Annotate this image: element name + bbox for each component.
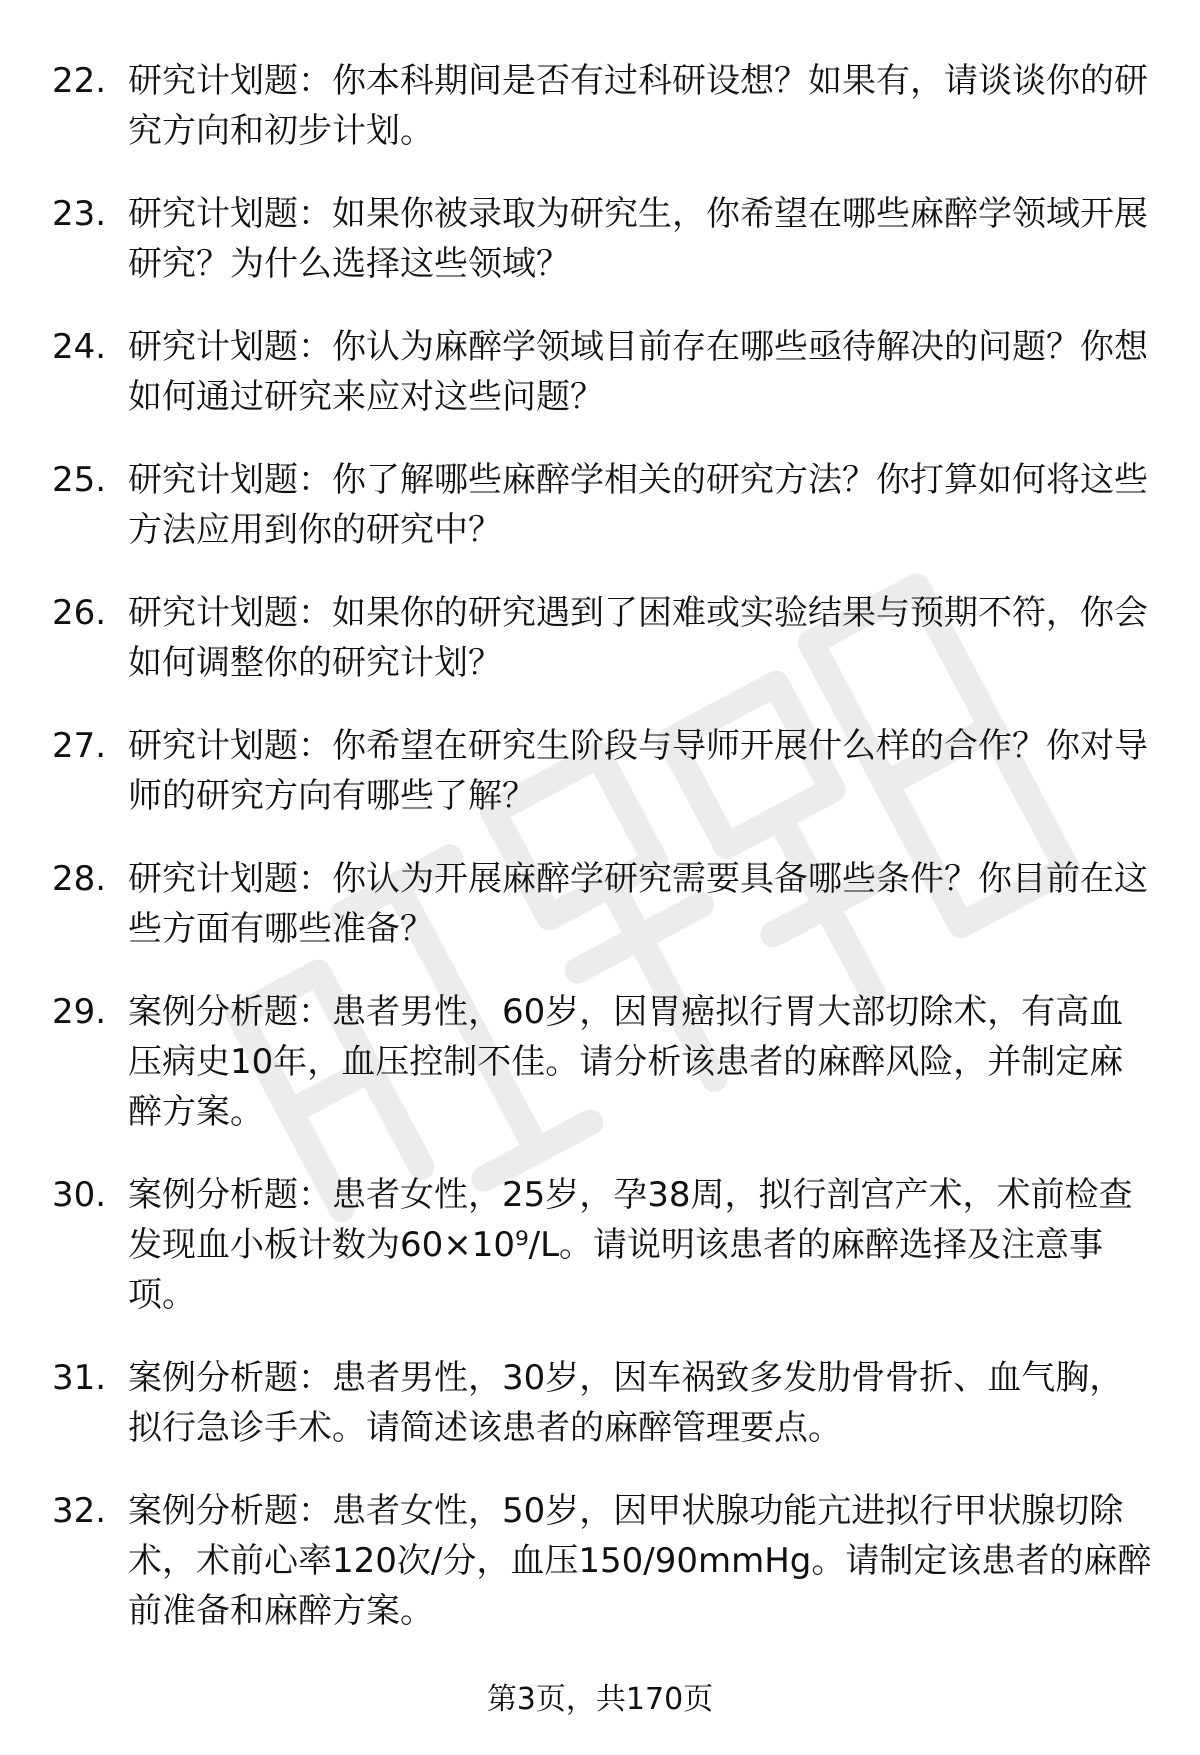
list-item — [52, 854, 1152, 954]
question-text: 案例分析题：患者女性，50岁，因甲状腺功能亢进拟行甲状腺切除术，术前心率120次/分，血压150/90mmHg。请制定该患者的麻醉前准备和麻醉方案。 — [128, 1491, 1152, 1631]
list-item — [52, 1486, 1152, 1636]
list-item — [52, 588, 1152, 688]
question-number: 24. — [52, 327, 107, 367]
list-item — [52, 987, 1152, 1137]
list-item — [52, 56, 1152, 156]
question-number: 26. — [52, 593, 107, 633]
list-item — [52, 721, 1152, 821]
question-text: 研究计划题：你了解哪些麻醉学相关的研究方法？你打算如何将这些方法应用到你的研究中？ — [128, 460, 1148, 550]
list-item — [52, 189, 1152, 289]
list-item — [52, 1353, 1152, 1453]
question-number: 23. — [52, 194, 107, 234]
page-number-footer: 第3页，共170页 — [486, 1682, 714, 1717]
list-item — [52, 322, 1152, 422]
question-text: 研究计划题：如果你被录取为研究生，你希望在哪些麻醉学领域开展研究？为什么选择这些领域？ — [128, 194, 1148, 284]
question-number: 28. — [52, 859, 107, 899]
question-text: 研究计划题：你本科期间是否有过科研设想？如果有，请谈谈你的研究方向和初步计划。 — [128, 61, 1148, 151]
question-text: 案例分析题：患者女性，25岁，孕38周，拟行剖宫产术，术前检查发现血小板计数为60×10⁹/L。请说明该患者的麻醉选择及注意事项。 — [128, 1175, 1133, 1315]
question-text: 研究计划题：你认为麻醉学领域目前存在哪些亟待解决的问题？你想如何通过研究来应对这些问题？ — [128, 327, 1148, 417]
list-item — [52, 455, 1152, 555]
question-number: 29. — [52, 992, 107, 1032]
list-item — [52, 1170, 1152, 1320]
question-list — [52, 56, 1152, 1669]
question-number: 32. — [52, 1491, 107, 1531]
question-number: 27. — [52, 726, 107, 766]
question-number: 30. — [52, 1175, 107, 1215]
question-text: 案例分析题：患者男性，30岁，因车祸致多发肋骨骨折、血气胸，拟行急诊手术。请简述该患者的麻醉管理要点。 — [128, 1358, 1124, 1448]
question-number: 22. — [52, 61, 107, 101]
question-number: 25. — [52, 460, 107, 500]
question-number: 31. — [52, 1358, 107, 1398]
question-text: 研究计划题：你希望在研究生阶段与导师开展什么样的合作？你对导师的研究方向有哪些了解？ — [128, 726, 1148, 816]
question-text: 研究计划题：你认为开展麻醉学研究需要具备哪些条件？你目前在这些方面有哪些准备？ — [128, 859, 1148, 949]
question-text: 研究计划题：如果你的研究遇到了困难或实验结果与预期不符，你会如何调整你的研究计划？ — [128, 593, 1148, 683]
question-text: 案例分析题：患者男性，60岁，因胃癌拟行胃大部切除术，有高血压病史10年，血压控制不佳。请分析该患者的麻醉风险，并制定麻醉方案。 — [128, 992, 1124, 1132]
